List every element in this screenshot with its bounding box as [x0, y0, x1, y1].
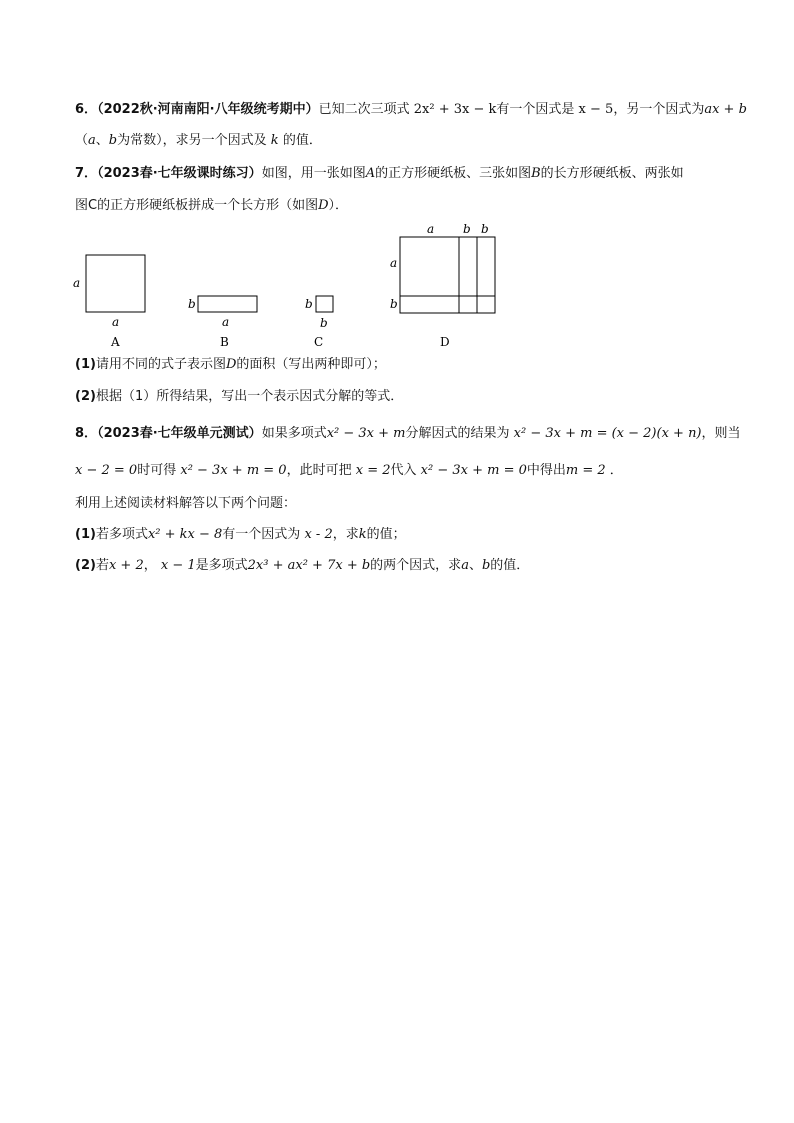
figure-a-caption: A: [111, 335, 120, 349]
q8-intro: 利用上述阅读材料解答以下两个问题：: [75, 496, 297, 511]
q6-expression-trinomial: 2x² + 3x − k: [413, 102, 497, 117]
figure-b-side-label: b: [188, 297, 196, 311]
q6-source: （2022秋·河南南阳·八年级统考期中）: [97, 102, 319, 117]
figure-a-bottom-label: a: [112, 315, 120, 329]
q8-part-2: (2)若x + 2， x − 1是多项式2x³ + ax² + 7x + b的两个因式，求a、b的值．: [75, 558, 530, 573]
q7-part-1: (1)请用不同的式子表示图D的面积（写出两种即可）；: [75, 357, 386, 372]
figure-b-bottom-label: a: [222, 315, 230, 329]
figure-b-caption: B: [220, 335, 229, 349]
figure-d-top-label-b2: b: [481, 222, 489, 236]
figure-a-square: [86, 255, 145, 312]
q7-part-2: (2)根据（1）所得结果，写出一个表示因式分解的等式．: [75, 389, 404, 404]
q6-expression-factor: x − 5: [578, 102, 614, 117]
q8-line-2: x − 2 = 0时可得 x² − 3x + m = 0，此时可把 x = 2代入 x² − 3x + m = 0中得出m = 2 ．: [75, 463, 623, 478]
q7-source: （2023春·七年级课时练习）: [97, 166, 262, 181]
q6-number: 6: [75, 102, 85, 117]
figure-d-side-label-a: a: [390, 256, 398, 270]
q6-line-2: （a、b为常数），求另一个因式及 k 的值．: [75, 133, 322, 148]
q7-line-2: 图C的正方形硬纸板拼成一个长方形（如图D）．: [75, 198, 349, 213]
q6-expression-other-factor: ax + b: [704, 102, 747, 117]
figure-c-caption: C: [314, 335, 324, 349]
figure-d-rectangle: [400, 237, 495, 313]
q7-number: 7: [75, 166, 85, 181]
figure-c-side-label: b: [305, 297, 313, 311]
q6-line-1: 6．（2022秋·河南南阳·八年级统考期中）已知二次三项式 2x² + 3x − k有一个因式是 x − 5，另一个因式为ax + b: [75, 102, 747, 117]
q8-number: 8: [75, 426, 85, 441]
figure-d-caption: D: [440, 335, 450, 349]
figure-b-rectangle: [198, 296, 257, 312]
figure-d-top-label-a: a: [427, 222, 435, 236]
figure-d-side-label-b: b: [390, 297, 398, 311]
figure-c-bottom-label: b: [320, 316, 328, 330]
q7-figure: [60, 215, 520, 355]
q7-line-1: 7．（2023春·七年级课时练习）如图，用一张如图A的正方形硬纸板、三张如图B的长方形硬纸板、两张如: [75, 166, 684, 181]
figure-c-small-square: [316, 296, 333, 312]
q8-source: （2023春·七年级单元测试）: [97, 426, 262, 441]
q8-line-1: 8．（2023春·七年级单元测试）如果多项式x² − 3x + m分解因式的结果为 x² − 3x + m = (x − 2)(x + n)，则当: [75, 426, 741, 441]
figure-a-side-label: a: [73, 276, 81, 290]
q8-part-1: (1)若多项式x² + kx − 8有一个因式为 x - 2，求k的值；: [75, 527, 406, 542]
figure-d-top-label-b1: b: [463, 222, 471, 236]
